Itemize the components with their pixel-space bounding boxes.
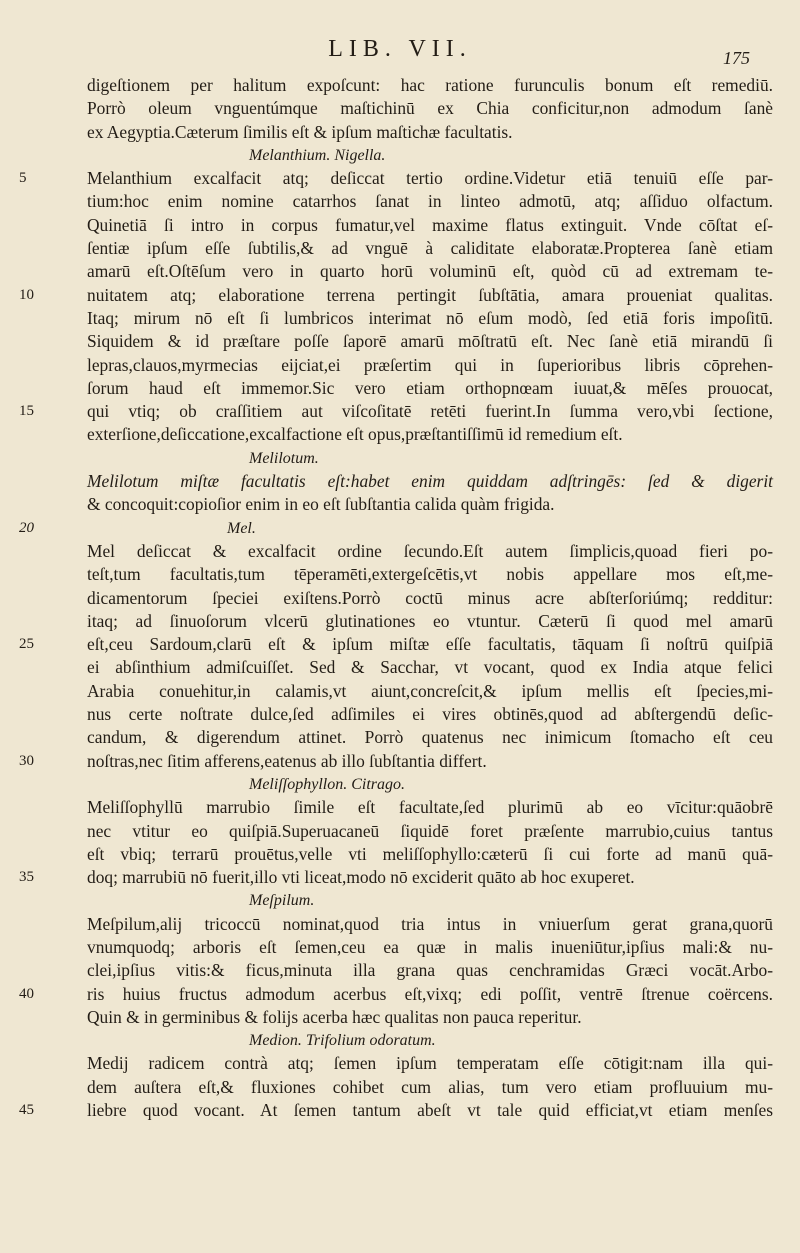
text-line [87, 1076, 773, 1099]
text-line [87, 936, 773, 959]
line-number: 35 [19, 869, 34, 886]
text-line [87, 913, 773, 936]
text-line [87, 680, 773, 703]
line-text: amarū eſt.Oſtēſum vero in quarto horū voluminū eſt, quòd cū ad extremam te- [87, 261, 773, 282]
text-line [87, 563, 773, 586]
line-text: clei,ipſius vitis:& ficus,minuta illa grana quas cenchramidas Græci vocāt.Arbo- [87, 960, 773, 981]
line-number: 30 [19, 752, 34, 769]
section-heading [87, 773, 773, 796]
line-text: ſentiæ ipſum eſſe ſubtilis,& ad vnguē à caliditate elaboratæ.Propterea ſanè etiam [87, 238, 773, 259]
text-line [87, 214, 773, 237]
text-line [87, 587, 773, 610]
line-text: nec vtitur eo quiſpiā.Superuacaneū ſiquidē foret præſente marrubio,cuius tantus [87, 820, 773, 841]
line-text: exterſione,deſiccatione,excalfactione eſt opus,præſtantiſſimū id remedium eſt. [87, 424, 623, 445]
line-number: 5 [19, 170, 27, 187]
line-text: qui vtiq; ob craſſitiem aut viſcoſitatē retēti fuerint.In ſumma vero,vbi ſectione, [87, 401, 773, 422]
text-line [19, 400, 773, 423]
line-text: Itaq; mirum nō eſt ſi lumbricos interimat nō eſum modò, ſed etiā foris impoſitū. [87, 307, 773, 328]
line-text: Siquidem & id præſtare poſſe ſaporē amarū mōſtratū eſt. Nec ſanè etiā mirandū ſi [87, 331, 773, 352]
text-line [87, 260, 773, 283]
line-number: 40 [19, 985, 34, 1002]
running-head: LIB. VII. [328, 36, 472, 62]
text-line [19, 1099, 773, 1122]
line-text: Mel. [227, 519, 256, 537]
text-line [87, 377, 773, 400]
text-line [87, 820, 773, 843]
text-line [87, 121, 773, 144]
line-text: liebre quod vocant. At ſemen tantum abeſt vt tale quid efficiat,vt etiam menſes [87, 1100, 773, 1121]
line-text: Quinetiā ſi intro in corpus fumatur,vel maxime flatus extinguit. Vnde cōſtat eſ- [87, 214, 773, 235]
text-line [87, 1006, 773, 1029]
line-text: tium:hoc enim nomine catarrhos ſanat in linteo admotū, atq; aſſiduo olfactum. [87, 191, 773, 212]
line-text: teſt,tum facultatis,tum tēperamēti,extergeſcētis,vt nobis appellare mos eſt,me- [87, 564, 773, 585]
text-line [87, 796, 773, 819]
text-line [87, 307, 773, 330]
line-text: Meſpilum. [249, 892, 315, 910]
line-text: vnumquodq; arboris eſt ſemen,ceu ea quæ in malis inueniūtur,ipſius mali:& nu- [87, 936, 773, 957]
text-line [87, 540, 773, 563]
section-heading [19, 517, 773, 540]
line-text: Medion. Trifolium odoratum. [249, 1032, 436, 1050]
section-heading [87, 1029, 773, 1052]
text-line [19, 983, 773, 1006]
line-text: itaq; ad ſinuoſorum vlcerū glutinationes eo vtuntur. Cæterū ſi quod mel amarū [87, 610, 773, 631]
line-text: Mel deſiccat & excalfacit ordine ſecundo.Eſt autem ſimplicis,quoad fieri po- [87, 540, 773, 561]
line-text: eſt,ceu Sardoum,clarū eſt & ipſum miſtæ eſſe facultatis, tāquam ſi noſtrū quiſpiā [87, 634, 773, 655]
text-line [87, 330, 773, 353]
text-line [87, 726, 773, 749]
line-text: doq; marrubiū nō fuerit,illo vti liceat,modo nō exciderit quāto ab hoc exuperet. [87, 867, 635, 888]
line-text: nus certe noſtrate dulce,ſed adſimiles ei vires obtinēs,quod ad abſtergendū deſic- [87, 704, 773, 725]
line-text: Medij radicem contrà atq; ſemen ipſum temperatam eſſe cōtigit:nam illa qui- [87, 1053, 773, 1074]
line-text: dicamentorum ſpeciei exiſtens.Porrò coctū minus acre abſterſoriúmq; redditur: [87, 587, 773, 608]
text-line [87, 656, 773, 679]
line-number: 15 [19, 403, 34, 420]
line-text: Meliſſophyllū marrubio ſimile eſt facultate,ſed plurimū ab eo vīcitur:quāobrē [87, 797, 773, 818]
line-number: 45 [19, 1102, 34, 1119]
line-text: nuitatem atq; elaboratione terrena pertingit ſubſtātia, amara proueniat qualitas. [87, 284, 773, 305]
line-text: lepras,clauos,myrmecias eijciat,ei præſertim qui in ſuperioribus libris cōprehen- [87, 354, 773, 375]
text-line [87, 354, 773, 377]
section-heading [87, 447, 773, 470]
text-line [19, 167, 773, 190]
line-text: Melanthium excalfacit atq; deſiccat tertio ordine.Videtur etiā tenuiū eſſe par- [87, 168, 773, 189]
line-text: noſtras,nec ſitim afferens,eatenus ab illo ſubſtantia differt. [87, 750, 487, 771]
line-text: Quin & in germinibus & folijs acerba hæc qualitas non pauca reperitur. [87, 1006, 582, 1027]
page-number: 175 [723, 48, 750, 68]
line-text: ſorum haud eſt immemor.Sic vero etiam orthopnœam iuuat,& mēſes prouocat, [87, 377, 773, 398]
line-text: ex Aegyptia.Cæterum ſimilis eſt & ipſum maſtichæ facultatis. [87, 121, 513, 142]
text-line [87, 470, 773, 493]
line-text: dem auſtera eſt,& fluxiones cohibet cum alias, tum vero etiam profluuium mu- [87, 1076, 773, 1097]
text-line [19, 284, 773, 307]
text-line [87, 1052, 773, 1075]
line-text: Melanthium. Nigella. [249, 146, 386, 164]
text-line [87, 703, 773, 726]
line-number: 20 [19, 519, 34, 536]
text-line [19, 633, 773, 656]
line-text: Melilotum. [249, 449, 319, 467]
line-text: Meliſſophyllon. Citrago. [249, 775, 405, 793]
line-text: & concoquit:copioſior enim in eo eſt ſubſtantia calida quàm frigida. [87, 494, 555, 515]
line-text: ris huius fructus admodum acerbus eſt,vixq; edi poſſit, ventrē ſtrenue coërcens. [87, 983, 773, 1004]
line-text: Melilotum miſtæ facultatis eſt:habet enim quiddam adſtringēs: ſed & digerit [87, 471, 773, 492]
text-line [87, 959, 773, 982]
line-text: candum, & digerendum attinet. Porrò quatenus nec inimicum ſtomacho eſt ceu [87, 727, 773, 748]
text-line [87, 610, 773, 633]
text-line [87, 74, 773, 97]
line-text: eſt vbiq; terrarū prouētus,velle vti meliſſophyllo:cæterū ſi cui forte ad manū quā- [87, 843, 773, 864]
text-line [87, 423, 773, 446]
line-number: 10 [19, 286, 34, 303]
text-line [87, 843, 773, 866]
text-line [87, 493, 773, 516]
section-heading [87, 889, 773, 912]
text-line [87, 190, 773, 213]
page-body [19, 74, 773, 1122]
text-line [87, 97, 773, 120]
line-text: Meſpilum,alij tricoccū nominat,quod tria intus in vniuerſum gerat grana,quorū [87, 913, 773, 934]
line-text: digeſtionem per halitum expoſcunt: hac ratione furunculis bonum eſt remediū. [87, 75, 773, 95]
line-text: Arabia conuehitur,in calamis,vt aiunt,concreſcit,& ipſum mellis eſt ſpecies,mi- [87, 680, 773, 701]
text-line [19, 866, 773, 889]
line-number: 25 [19, 636, 34, 653]
text-line [19, 750, 773, 773]
text-line [87, 237, 773, 260]
section-heading [87, 144, 773, 167]
line-text: Porrò oleum vnguentúmque maſtichinū ex Chia conficitur,non admodum ſanè [87, 98, 773, 119]
line-text: ei abſinthium admiſcuiſſet. Sed & Sacchar, vt vocant, quod ex India atque felici [87, 657, 773, 678]
